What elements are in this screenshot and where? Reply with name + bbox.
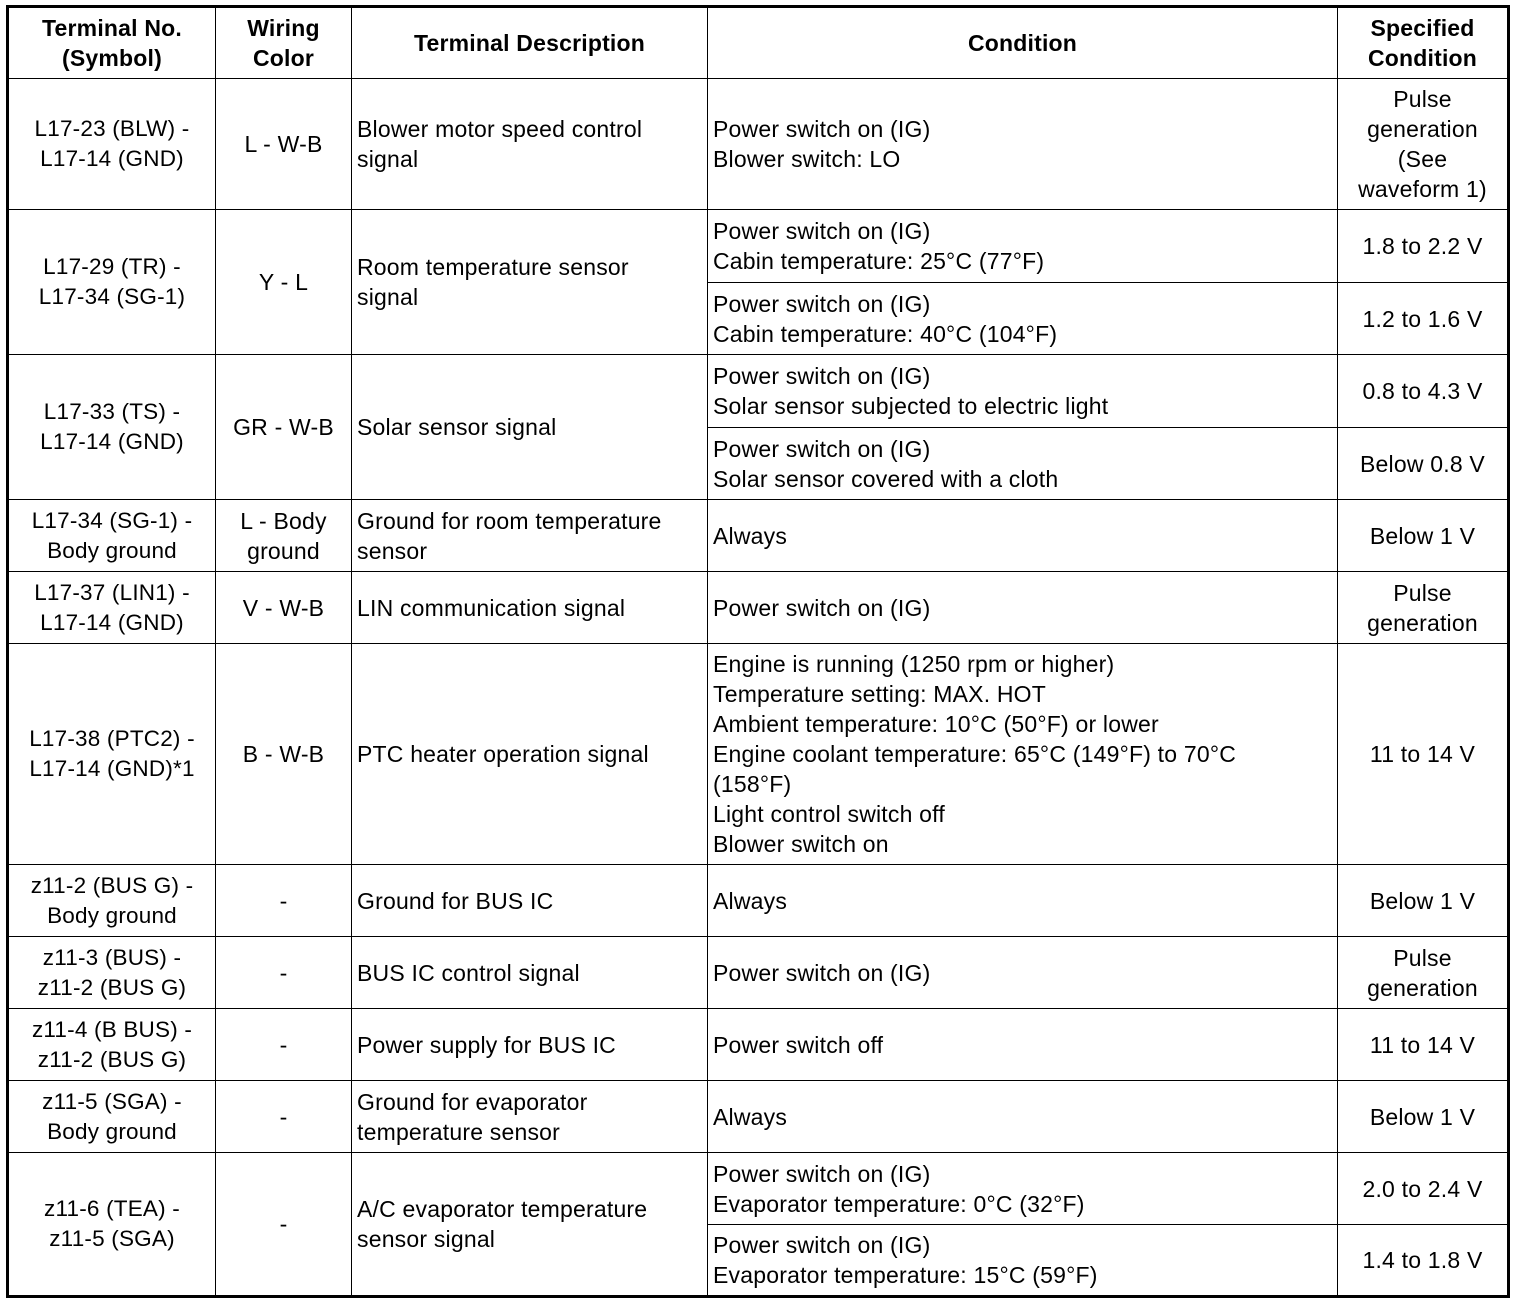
terminal-spec-document [6, 5, 1510, 1298]
table-body [8, 79, 1509, 1297]
condition-cell: Power switch on (IG) Solar sensor covered with a cloth [708, 428, 1338, 500]
specified-condition-cell: 1.4 to 1.8 V [1338, 1225, 1509, 1297]
specified-condition-cell: Pulse generation (See waveform 1) [1338, 79, 1509, 210]
table-row [8, 865, 1509, 937]
specified-condition-cell: 2.0 to 2.4 V [1338, 1153, 1509, 1225]
table-row [8, 500, 1509, 572]
terminal-spec-table [6, 5, 1510, 1298]
wiring-color-cell: V - W-B [216, 572, 352, 644]
table-row [8, 355, 1509, 428]
header-row [8, 7, 1509, 79]
specified-condition-cell: 0.8 to 4.3 V [1338, 355, 1509, 428]
terminal-cell: L17-34 (SG-1) - Body ground [8, 500, 216, 572]
table-row [8, 1153, 1509, 1225]
specified-condition-cell: Below 1 V [1338, 1081, 1509, 1153]
table-row [8, 937, 1509, 1009]
specified-condition-cell: Below 1 V [1338, 865, 1509, 937]
header-wiring-color: Wiring Color [216, 7, 352, 79]
terminal-cell: z11-2 (BUS G) - Body ground [8, 865, 216, 937]
condition-cell: Power switch on (IG) Solar sensor subjected to electric light [708, 355, 1338, 428]
wiring-color-cell: - [216, 1153, 352, 1297]
specified-condition-cell: 11 to 14 V [1338, 644, 1509, 865]
table-row [8, 79, 1509, 210]
wiring-color-cell: - [216, 1009, 352, 1081]
terminal-description-cell: LIN communication signal [352, 572, 708, 644]
condition-cell: Power switch on (IG) Evaporator temperature: 15°C (59°F) [708, 1225, 1338, 1297]
header-condition: Condition [708, 7, 1338, 79]
table-row [8, 210, 1509, 283]
condition-cell: Power switch off [708, 1009, 1338, 1081]
table-row [8, 644, 1509, 865]
condition-cell: Engine is running (1250 rpm or higher) Temperature setting: MAX. HOT Ambient temperature: 10°C (50°F) or lower Engine coolant temperature: 65°C (149°F) to 70°C (158°F) Light control switch off Blower switch on [708, 644, 1338, 865]
terminal-cell: L17-33 (TS) - L17-14 (GND) [8, 355, 216, 500]
terminal-description-cell: BUS IC control signal [352, 937, 708, 1009]
terminal-description-cell: Room temperature sensor signal [352, 210, 708, 355]
condition-cell: Always [708, 865, 1338, 937]
terminal-description-cell: Blower motor speed control signal [352, 79, 708, 210]
condition-cell: Power switch on (IG) Cabin temperature: 25°C (77°F) [708, 210, 1338, 283]
specified-condition-cell: Pulse generation [1338, 937, 1509, 1009]
table-row [8, 1081, 1509, 1153]
condition-cell: Power switch on (IG) [708, 937, 1338, 1009]
specified-condition-cell: Pulse generation [1338, 572, 1509, 644]
specified-condition-cell: Below 0.8 V [1338, 428, 1509, 500]
terminal-description-cell: Solar sensor signal [352, 355, 708, 500]
specified-condition-cell: 11 to 14 V [1338, 1009, 1509, 1081]
header-specified-condition: Specified Condition [1338, 7, 1509, 79]
terminal-cell: z11-6 (TEA) - z11-5 (SGA) [8, 1153, 216, 1297]
wiring-color-cell: - [216, 1081, 352, 1153]
header-terminal-description: Terminal Description [352, 7, 708, 79]
wiring-color-cell: B - W-B [216, 644, 352, 865]
terminal-cell: L17-29 (TR) - L17-34 (SG-1) [8, 210, 216, 355]
wiring-color-cell: - [216, 865, 352, 937]
condition-cell: Always [708, 1081, 1338, 1153]
condition-cell: Always [708, 500, 1338, 572]
terminal-description-cell: Power supply for BUS IC [352, 1009, 708, 1081]
terminal-cell: z11-4 (B BUS) - z11-2 (BUS G) [8, 1009, 216, 1081]
terminal-cell: L17-23 (BLW) - L17-14 (GND) [8, 79, 216, 210]
condition-cell: Power switch on (IG) Cabin temperature: 40°C (104°F) [708, 283, 1338, 355]
wiring-color-cell: L - Body ground [216, 500, 352, 572]
condition-cell: Power switch on (IG) [708, 572, 1338, 644]
wiring-color-cell: Y - L [216, 210, 352, 355]
terminal-description-cell: Ground for BUS IC [352, 865, 708, 937]
terminal-cell: L17-37 (LIN1) - L17-14 (GND) [8, 572, 216, 644]
table-row [8, 1009, 1509, 1081]
specified-condition-cell: Below 1 V [1338, 500, 1509, 572]
terminal-description-cell: A/C evaporator temperature sensor signal [352, 1153, 708, 1297]
wiring-color-cell: GR - W-B [216, 355, 352, 500]
table-row [8, 572, 1509, 644]
specified-condition-cell: 1.2 to 1.6 V [1338, 283, 1509, 355]
terminal-description-cell: Ground for evaporator temperature sensor [352, 1081, 708, 1153]
terminal-description-cell: PTC heater operation signal [352, 644, 708, 865]
condition-cell: Power switch on (IG) Evaporator temperature: 0°C (32°F) [708, 1153, 1338, 1225]
wiring-color-cell: L - W-B [216, 79, 352, 210]
terminal-cell: z11-5 (SGA) - Body ground [8, 1081, 216, 1153]
specified-condition-cell: 1.8 to 2.2 V [1338, 210, 1509, 283]
terminal-description-cell: Ground for room temperature sensor [352, 500, 708, 572]
terminal-cell: L17-38 (PTC2) - L17-14 (GND)*1 [8, 644, 216, 865]
condition-cell: Power switch on (IG) Blower switch: LO [708, 79, 1338, 210]
terminal-cell: z11-3 (BUS) - z11-2 (BUS G) [8, 937, 216, 1009]
wiring-color-cell: - [216, 937, 352, 1009]
header-terminal: Terminal No. (Symbol) [8, 7, 216, 79]
